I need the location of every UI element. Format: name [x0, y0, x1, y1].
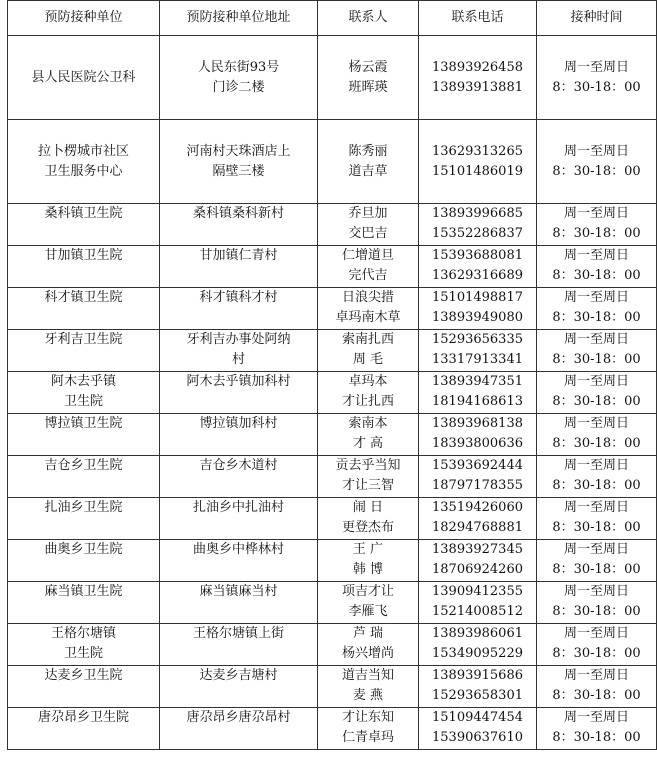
cell-address — [160, 120, 318, 204]
cell-phone — [419, 120, 537, 204]
cell-time-line: 8：30-18：00 — [552, 520, 641, 535]
cell-time-line: 周一至周日 — [563, 290, 629, 305]
cell-time — [537, 36, 657, 120]
cell-unit-line: 吉仓乡卫生院 — [44, 458, 123, 473]
cell-phone-line: 15109447454 — [432, 710, 523, 725]
cell-contact-line: 才让三智 — [341, 478, 394, 493]
cell-time — [537, 372, 657, 414]
cell-address — [160, 666, 318, 708]
cell-contact — [318, 288, 419, 330]
cell-contact-line: 杨云霞 — [348, 59, 388, 75]
cell-time — [537, 666, 657, 708]
cell-unit — [8, 456, 160, 498]
cell-address-line: 扎油乡中扎油村 — [192, 500, 284, 515]
cell-contact-line: 卓玛南木草 — [335, 310, 401, 325]
cell-contact-line: 才 高 — [352, 436, 384, 451]
cell-unit — [8, 708, 160, 750]
cell-time-line: 周一至周日 — [563, 626, 629, 641]
cell-time — [537, 204, 657, 246]
cell-time-line: 周一至周日 — [563, 59, 629, 75]
table-row — [8, 204, 657, 246]
table-row — [8, 582, 657, 624]
cell-phone — [419, 372, 537, 414]
cell-phone — [419, 708, 537, 750]
table-row — [8, 36, 657, 120]
cell-phone — [419, 666, 537, 708]
cell-address — [160, 372, 318, 414]
cell-phone-line: 13893947351 — [432, 374, 523, 389]
cell-contact-line: 李雁飞 — [348, 604, 388, 619]
cell-phone — [419, 36, 537, 120]
table-header-row — [8, 1, 657, 36]
cell-contact — [318, 582, 419, 624]
cell-unit-line: 王格尔塘镇 — [50, 626, 116, 641]
cell-phone — [419, 288, 537, 330]
cell-phone-line: 13893913881 — [432, 79, 523, 95]
cell-contact-line: 日浪尖措 — [341, 290, 394, 305]
cell-unit — [8, 120, 160, 204]
cell-time-line: 周一至周日 — [563, 248, 629, 263]
cell-unit-line: 唐尕昂乡卫生院 — [37, 710, 129, 725]
table-row — [8, 120, 657, 204]
cell-time-line: 8：30-18：00 — [552, 562, 641, 577]
cell-address-line: 人民东街93号 — [197, 59, 280, 75]
cell-unit-line: 甘加镇卫生院 — [44, 248, 123, 263]
cell-unit-line: 卫生院 — [63, 394, 103, 409]
table-row — [8, 708, 657, 750]
cell-contact-line: 麦 燕 — [352, 688, 384, 703]
cell-contact — [318, 330, 419, 372]
cell-time-line: 8：30-18：00 — [552, 79, 641, 95]
cell-phone — [419, 498, 537, 540]
cell-address — [160, 36, 318, 120]
cell-time-line: 8：30-18：00 — [552, 646, 641, 661]
cell-contact-line: 更登杰布 — [341, 520, 394, 535]
cell-contact-line: 才让东知 — [341, 710, 394, 725]
table-row — [8, 288, 657, 330]
cell-phone-line: 15101498817 — [432, 290, 523, 305]
cell-contact-line: 项吉才让 — [341, 584, 394, 599]
cell-time-line: 周一至周日 — [563, 332, 629, 347]
cell-contact — [318, 498, 419, 540]
cell-unit-line: 扎油乡卫生院 — [44, 500, 123, 515]
table-row — [8, 372, 657, 414]
cell-contact — [318, 414, 419, 456]
cell-phone-line: 18294768881 — [432, 520, 523, 535]
cell-contact-line: 仁青卓玛 — [341, 730, 394, 745]
table-row — [8, 540, 657, 582]
cell-contact-line: 陈秀丽 — [348, 143, 388, 159]
cell-address-line: 博拉镇加科村 — [199, 416, 278, 431]
cell-contact-line: 索南本 — [348, 416, 388, 431]
cell-address-line: 河南村天珠酒店上 — [186, 143, 291, 159]
cell-phone — [419, 540, 537, 582]
cell-unit — [8, 372, 160, 414]
cell-contact-line: 仁增道旦 — [341, 248, 394, 263]
cell-contact-line: 杨兴增尚 — [341, 646, 394, 661]
vaccination-units-table — [7, 0, 657, 750]
cell-phone — [419, 204, 537, 246]
table-row — [8, 456, 657, 498]
cell-phone-line: 13909412355 — [432, 584, 523, 599]
cell-time-line: 周一至周日 — [563, 374, 629, 389]
cell-address — [160, 708, 318, 750]
cell-phone-line: 15349095229 — [432, 646, 523, 661]
cell-time-line: 8：30-18：00 — [552, 436, 641, 451]
table-row — [8, 666, 657, 708]
cell-time-line: 周一至周日 — [563, 584, 629, 599]
cell-unit-line: 达麦乡卫生院 — [44, 668, 123, 683]
cell-time — [537, 288, 657, 330]
cell-contact — [318, 624, 419, 666]
table-row — [8, 414, 657, 456]
cell-time-line: 8：30-18：00 — [552, 604, 641, 619]
cell-address-line: 甘加镇仁青村 — [199, 248, 278, 263]
cell-address-line: 科才镇科才村 — [199, 290, 278, 305]
cell-unit-line: 麻当镇卫生院 — [44, 584, 123, 599]
cell-unit — [8, 498, 160, 540]
table-row — [8, 330, 657, 372]
cell-phone-line: 18706924260 — [432, 562, 523, 577]
cell-unit-line: 科才镇卫生院 — [44, 290, 123, 305]
cell-time — [537, 540, 657, 582]
cell-unit — [8, 666, 160, 708]
cell-address-line: 王格尔塘镇上街 — [192, 626, 284, 641]
cell-contact — [318, 372, 419, 414]
cell-unit — [8, 624, 160, 666]
cell-contact-line: 道吉当知 — [341, 668, 394, 683]
cell-phone — [419, 414, 537, 456]
cell-unit — [8, 540, 160, 582]
cell-time — [537, 246, 657, 288]
header-address: 预防接种单位地址 — [160, 1, 318, 36]
cell-unit — [8, 246, 160, 288]
header-contact: 联系人 — [318, 1, 419, 36]
cell-unit-line: 拉卜楞城市社区 — [37, 143, 129, 159]
cell-address-line: 阿木去乎镇加科村 — [186, 374, 291, 389]
cell-address-line: 麻当镇麻当村 — [199, 584, 278, 599]
cell-contact-line: 交巴吉 — [348, 226, 388, 241]
cell-address-line: 桑科镇桑科新村 — [192, 206, 284, 221]
cell-time-line: 周一至周日 — [563, 416, 629, 431]
cell-contact-line: 贡去乎当知 — [335, 458, 401, 473]
cell-unit — [8, 204, 160, 246]
header-unit: 预防接种单位 — [8, 1, 160, 36]
cell-phone-line: 13893986061 — [432, 626, 523, 641]
cell-contact-line: 索南扎西 — [341, 332, 394, 347]
cell-phone-line: 18797178355 — [432, 478, 523, 493]
cell-unit-line: 卫生服务中心 — [44, 163, 123, 179]
cell-unit — [8, 36, 160, 120]
cell-phone-line: 13893915686 — [432, 668, 523, 683]
cell-unit — [8, 330, 160, 372]
cell-contact-line: 韩 博 — [352, 562, 384, 577]
cell-address — [160, 582, 318, 624]
cell-phone — [419, 330, 537, 372]
cell-contact-line: 芦 瑞 — [352, 626, 384, 641]
cell-phone-line: 13629316689 — [432, 268, 523, 283]
cell-phone — [419, 246, 537, 288]
cell-contact — [318, 456, 419, 498]
cell-time-line: 周一至周日 — [563, 206, 629, 221]
cell-contact — [318, 708, 419, 750]
cell-time — [537, 498, 657, 540]
cell-contact-line: 完代吉 — [348, 268, 388, 283]
cell-address-line: 吉仓乡木道村 — [199, 458, 278, 473]
cell-contact-line: 乔旦加 — [348, 206, 388, 221]
table-row — [8, 624, 657, 666]
cell-address — [160, 330, 318, 372]
cell-time-line: 8：30-18：00 — [552, 226, 641, 241]
cell-time-line: 8：30-18：00 — [552, 163, 641, 179]
cell-address — [160, 456, 318, 498]
cell-phone-line: 13317913341 — [432, 352, 523, 367]
cell-phone-line: 18393800636 — [432, 436, 523, 451]
cell-unit-line: 牙利吉卫生院 — [44, 332, 123, 347]
cell-contact — [318, 246, 419, 288]
cell-contact — [318, 120, 419, 204]
cell-phone-line: 13893926458 — [432, 59, 523, 75]
cell-address-line: 唐尕昂乡唐尕昂村 — [186, 710, 291, 725]
cell-time-line: 8：30-18：00 — [552, 268, 641, 283]
cell-contact — [318, 540, 419, 582]
cell-time — [537, 708, 657, 750]
cell-unit-line: 曲奥乡卫生院 — [44, 542, 123, 557]
cell-unit-line: 阿木去乎镇 — [50, 374, 116, 389]
cell-unit — [8, 414, 160, 456]
cell-unit — [8, 288, 160, 330]
cell-time-line: 8：30-18：00 — [552, 394, 641, 409]
cell-address — [160, 540, 318, 582]
cell-contact-line: 班晖瑛 — [348, 79, 388, 95]
cell-contact — [318, 36, 419, 120]
cell-contact-line: 才让扎西 — [341, 394, 394, 409]
cell-unit-line: 卫生院 — [63, 646, 103, 661]
cell-time-line: 周一至周日 — [563, 542, 629, 557]
cell-time — [537, 120, 657, 204]
cell-time-line: 周一至周日 — [563, 458, 629, 473]
cell-contact — [318, 204, 419, 246]
table-row — [8, 246, 657, 288]
cell-phone-line: 15393692444 — [432, 458, 523, 473]
cell-time-line: 周一至周日 — [563, 143, 629, 159]
header-phone: 联系电话 — [419, 1, 537, 36]
cell-contact — [318, 666, 419, 708]
cell-phone-line: 18194168613 — [432, 394, 523, 409]
cell-phone-line: 15352286837 — [432, 226, 523, 241]
cell-time — [537, 456, 657, 498]
cell-unit-line: 桑科镇卫生院 — [44, 206, 123, 221]
cell-address — [160, 204, 318, 246]
cell-phone — [419, 456, 537, 498]
cell-unit — [8, 582, 160, 624]
vaccination-units-document — [7, 0, 641, 750]
cell-time-line: 8：30-18：00 — [552, 310, 641, 325]
cell-phone-line: 13893968138 — [432, 416, 523, 431]
cell-contact-line: 周 毛 — [352, 352, 384, 367]
table-body — [8, 36, 657, 750]
cell-phone-line: 13629313265 — [432, 143, 523, 159]
cell-phone-line: 15293656335 — [432, 332, 523, 347]
cell-address — [160, 246, 318, 288]
cell-phone — [419, 582, 537, 624]
cell-time-line: 周一至周日 — [563, 500, 629, 515]
cell-phone-line: 15101486019 — [432, 163, 523, 179]
cell-address-line: 隔壁三楼 — [212, 163, 265, 179]
cell-phone — [419, 624, 537, 666]
cell-address-line: 达麦乡吉塘村 — [199, 668, 278, 683]
cell-time-line: 8：30-18：00 — [552, 352, 641, 367]
table-row — [8, 498, 657, 540]
cell-phone-line: 15293658301 — [432, 688, 523, 703]
cell-contact-line: 道吉草 — [348, 163, 388, 179]
cell-address — [160, 498, 318, 540]
cell-time — [537, 624, 657, 666]
cell-address — [160, 414, 318, 456]
cell-address-line: 曲奥乡中桦林村 — [192, 542, 284, 557]
cell-phone-line: 13893949080 — [432, 310, 523, 325]
cell-unit-line: 县人民医院公卫科 — [31, 69, 136, 85]
cell-time — [537, 414, 657, 456]
cell-time — [537, 330, 657, 372]
cell-address-line: 牙利吉办事处阿纳 — [186, 332, 291, 347]
cell-phone-line: 13893927345 — [432, 542, 523, 557]
cell-address-line: 门诊二楼 — [212, 79, 265, 95]
cell-unit-line: 博拉镇卫生院 — [44, 416, 123, 431]
cell-address — [160, 624, 318, 666]
cell-time-line: 8：30-18：00 — [552, 730, 641, 745]
cell-phone-line: 15393688081 — [432, 248, 523, 263]
cell-phone-line: 15390637610 — [432, 730, 523, 745]
cell-phone-line: 13893996685 — [432, 206, 523, 221]
header-time: 接种时间 — [537, 1, 657, 36]
cell-contact-line: 闹 日 — [352, 500, 384, 515]
cell-phone-line: 15214008512 — [432, 604, 523, 619]
cell-time — [537, 582, 657, 624]
cell-phone-line: 13519426060 — [432, 500, 523, 515]
cell-time-line: 8：30-18：00 — [552, 688, 641, 703]
cell-address-line: 村 — [231, 352, 245, 367]
cell-time-line: 周一至周日 — [563, 710, 629, 725]
cell-address — [160, 288, 318, 330]
cell-contact-line: 王 广 — [352, 542, 384, 557]
cell-time-line: 8：30-18：00 — [552, 478, 641, 493]
cell-time-line: 周一至周日 — [563, 668, 629, 683]
cell-contact-line: 卓玛本 — [348, 374, 388, 389]
